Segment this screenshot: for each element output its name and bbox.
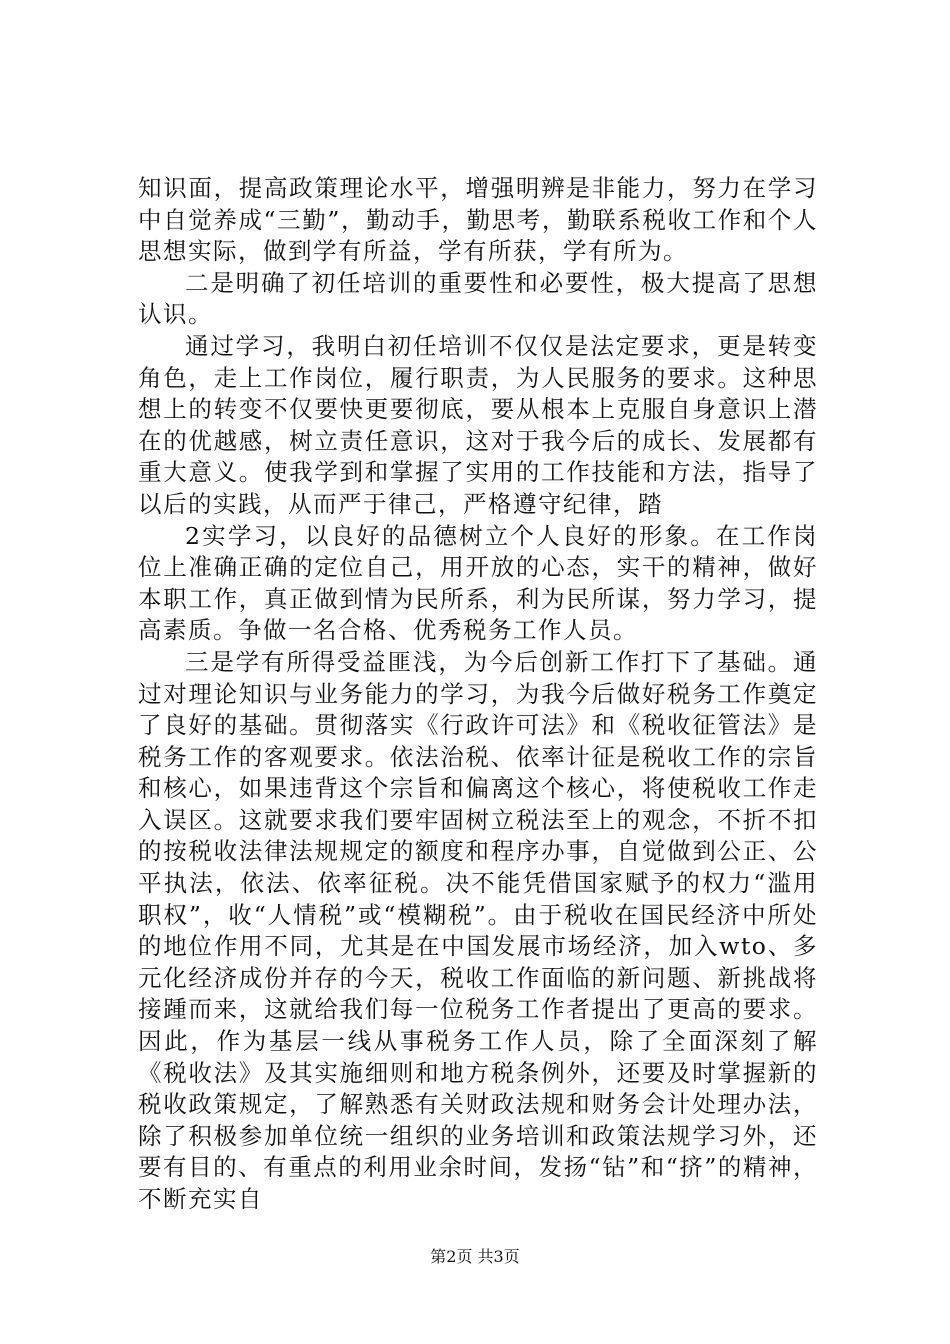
page-number-footer: 第2页 共3页 [430, 1247, 520, 1266]
paragraph-5: 三是学有所得受益匪浅，为今后创新工作打下了基础。通过对理论知识与业务能力的学习，为我今后做好税务工作奠定了良好的基础。贯彻落实《行政许可法》和《税收征管法》是税务工作的客观要求。依法治税、依率计征是税收工作的宗旨和核心，如果违背这个宗旨和偏离这个核心，将使税收工作走入误区。这就要求我们要牢固树立税法至上的观念，不折不扣的按税收法律法规规定的额度和程序办事，自觉做到公正、公平执法，依法、依率征税。决不能凭借国家赋予的权力“滥用职权”，收“人情税”或“模糊税”。由于税收在国民经济中所处的地位作用不同，尤其是在中国发展市场经济，加入wto、多元化经济成份并存的今天，税收工作面临的新问题、新挑战将接踵而来，这就给我们每一位税务工作者提出了更高的要求。因此，作为基层一线从事税务工作人员，除了全面深刻了解《税收法》及其实施细则和地方税条例外，还要及时掌握新的税收政策规定，了解熟悉有关财政法规和财务会计处理办法，除了积极参加单位统一组织的业务培训和政策法规学习外，还要有目的、有重点的利用业余时间，发扬“钻”和“挤”的精神，不断充实自 [138, 647, 818, 1213]
paragraph-4: 2实学习，以良好的品德树立个人良好的形象。在工作岗位上准确正确的定位自己，用开放的心态，实干的精神，做好本职工作，真正做到情为民所系，利为民所谋，努力学习，提高素质。争做一名合格、优秀税务工作人员。 [138, 521, 818, 645]
paragraph-3: 通过学习，我明白初任培训不仅仅是法定要求，更是转变角色，走上工作岗位，履行职责，为人民服务的要求。这种思想上的转变不仅要快更要彻底，要从根本上克服自身意识上潜在的优越感，树立责任意识，这对于我今后的成长、发展都有重大意义。使我学到和掌握了实用的工作技能和方法，指导了以后的实践，从而严于律己，严格遵守纪律，踏 [138, 331, 818, 518]
paragraph-1: 知识面，提高政策理论水平，增强明辨是非能力，努力在学习中自觉养成“三勤”，勤动手，勤思考，勤联系税收工作和个人思想实际，做到学有所益，学有所获，学有所为。 [138, 174, 818, 266]
paragraph-2: 二是明确了初任培训的重要性和必要性，极大提高了思想认识。 [138, 268, 818, 329]
document-body [138, 173, 818, 1216]
